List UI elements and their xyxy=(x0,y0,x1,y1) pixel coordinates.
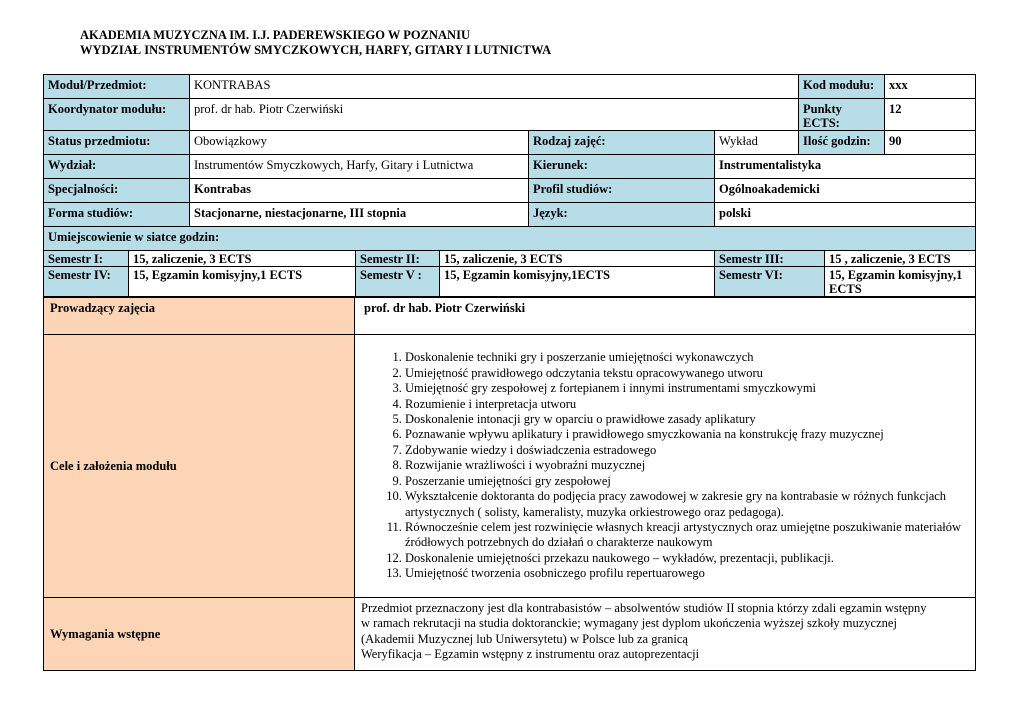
semestr-2-label: Semestr II: xyxy=(356,251,440,267)
rodzaj-value: Wykład xyxy=(715,131,799,155)
semestr-1-label: Semestr I: xyxy=(44,251,129,267)
cele-item: 12. Doskonalenie umiejętności przekazu naukowego – wykładów, prezentacji, publikacji. xyxy=(405,551,969,566)
cele-item: 2. Umiejętność prawidłowego odczytania tekstu opracowywanego utworu xyxy=(405,366,969,381)
semestr-6-value: 15, Egzamin komisyjny,1 ECTS xyxy=(825,267,976,297)
semestr-1-value: 15, zaliczenie, 3 ECTS xyxy=(129,251,356,267)
cele-item: 13. Umiejętność tworzenia osobniczego profilu repertuarowego xyxy=(405,566,969,581)
ects-value: 12 xyxy=(885,99,976,131)
umiejscowienie-label: Umiejscowienie w siatce godzin: xyxy=(44,227,976,251)
kierunek-label: Kierunek: xyxy=(529,155,715,179)
jezyk-label: Język: xyxy=(529,203,715,227)
semestr-6-label: Semestr VI: xyxy=(715,267,825,297)
header-line-2: WYDZIAŁ INSTRUMENTÓW SMYCZKOWYCH, HARFY, GITARY I LUTNICTWA xyxy=(80,43,552,57)
module-info-table xyxy=(43,74,976,297)
prowadzacy-value: prof. dr hab. Piotr Czerwiński xyxy=(355,298,976,335)
semestr-3-value: 15 , zaliczenie, 3 ECTS xyxy=(825,251,976,267)
semestr-5-label: Semestr V : xyxy=(356,267,440,297)
cele-list xyxy=(361,350,969,581)
prowadzacy-label: Prowadzący zajęcia xyxy=(44,298,355,335)
modul-value: KONTRABAS xyxy=(190,75,799,99)
jezyk-value: polski xyxy=(715,203,976,227)
cele-item: 11. Równocześnie celem jest rozwinięcie własnych kreacji artystycznych oraz umiejętne poszukiwanie materiałów źródłowych potrzebnych do działań o charakterze naukowym xyxy=(405,520,969,551)
cele-item: 7. Zdobywanie wiedzy i doświadczenia estradowego xyxy=(405,443,969,458)
cele-item: 8. Rozwijanie wrażliwości i wyobraźni muzycznej xyxy=(405,458,969,473)
wymagania-line: Weryfikacja – Egzamin wstępny z instrumentu oraz autoprezentacji xyxy=(361,647,700,662)
godzin-value: 90 xyxy=(885,131,976,155)
cele-item: 3. Umiejętność gry zespołowej z fortepianem i innymi instrumentami smyczkowymi xyxy=(405,381,969,396)
kierunek-value: Instrumentalistyka xyxy=(715,155,976,179)
wymagania-line: (Akademii Muzycznej lub Uniwersytetu) w Polsce lub za granicą xyxy=(361,631,688,646)
specjalnosci-label: Specjalności: xyxy=(44,179,190,203)
cele-label: Cele i założenia modułu xyxy=(44,335,355,598)
cele-item: 6. Poznawanie wpływu aplikatury i prawidłowego smyczkowania na konstrukcję frazy muzycznej xyxy=(405,427,969,442)
profil-label: Profil studiów: xyxy=(529,179,715,203)
wymagania-line: w ramach rekrutacji na studia doktoranckie; wymagany jest dyplom ukończenia wyższej szkoły muzycznej xyxy=(361,616,897,631)
koordynator-label: Koordynator modułu: xyxy=(44,99,190,131)
modul-label: Moduł/Przedmiot: xyxy=(44,75,190,99)
semestr-4-value: 15, Egzamin komisyjny,1 ECTS xyxy=(129,267,356,297)
kod-value: xxx xyxy=(885,75,976,99)
semestr-3-label: Semestr III: xyxy=(715,251,825,267)
godzin-label: Ilość godzin: xyxy=(799,131,885,155)
semestr-5-value: 15, Egzamin komisyjny,1ECTS xyxy=(440,267,715,297)
status-value: Obowiązkowy xyxy=(190,131,529,155)
koordynator-value: prof. dr hab. Piotr Czerwiński xyxy=(190,99,799,131)
cele-item: 5. Doskonalenie intonacji gry w oparciu o prawidłowe zasady aplikatury xyxy=(405,412,969,427)
wymagania-line: Przedmiot przeznaczony jest dla kontrabasistów – absolwentów studiów II stopnia którzy zdali egzamin wstępny xyxy=(361,601,927,615)
cele-item: 4. Rozumienie i interpretacja utworu xyxy=(405,397,969,412)
rodzaj-label: Rodzaj zajęć: xyxy=(529,131,715,155)
cele-cell xyxy=(355,335,976,598)
forma-value: Stacjonarne, niestacjonarne, III stopnia xyxy=(190,203,529,227)
wymagania-label: Wymagania wstępne xyxy=(44,598,355,671)
kod-label: Kod modułu: xyxy=(799,75,885,99)
wydzial-label: Wydział: xyxy=(44,155,190,179)
ects-label: Punkty ECTS: xyxy=(799,99,885,131)
forma-label: Forma studiów: xyxy=(44,203,190,227)
semestr-2-value: 15, zaliczenie, 3 ECTS xyxy=(440,251,715,267)
wydzial-value: Instrumentów Smyczkowych, Harfy, Gitary i Lutnictwa xyxy=(190,155,529,179)
profil-value: Ogólnoakademicki xyxy=(715,179,976,203)
cele-item: 1. Doskonalenie techniki gry i poszerzanie umiejętności wykonawczych xyxy=(405,350,969,365)
specjalnosci-value: Kontrabas xyxy=(190,179,529,203)
wymagania-cell xyxy=(355,598,976,671)
status-label: Status przedmiotu: xyxy=(44,131,190,155)
cele-item: 10. Wykształcenie doktoranta do podjęcia pracy zawodowej w zakresie gry na kontrabasie w różnych funkcjach artystycznych ( solisty, kameralisty, muzyka orkiestrowego oraz pedagoga). xyxy=(405,489,969,520)
cele-item: 9. Poszerzanie umiejętności gry zespołowej xyxy=(405,474,969,489)
semestr-4-label: Semestr IV: xyxy=(44,267,129,297)
module-details-table xyxy=(43,297,976,671)
header-line-1: AKADEMIA MUZYCZNA IM. I.J. PADEREWSKIEGO W POZNANIU xyxy=(80,28,470,42)
